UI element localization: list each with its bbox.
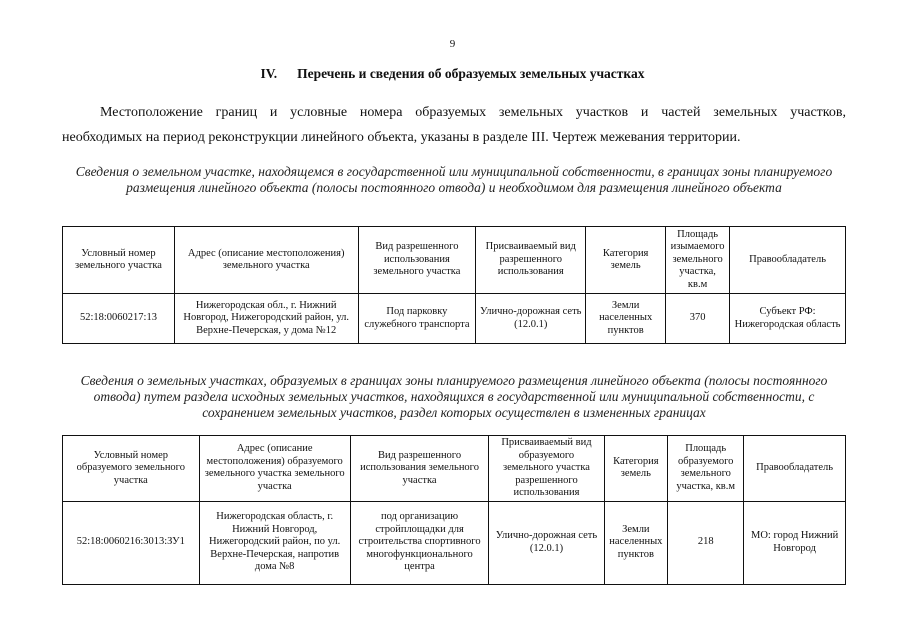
table2-header-row <box>63 436 846 502</box>
intro-line-1: Местоположение границ и условные номера образуемых земельных участков и частей земельных участков, <box>100 105 846 120</box>
table2-header-plot-number: Условный номер образуемого земельного участка <box>63 436 200 502</box>
intro-line-2: необходимых на период реконструкции линейного объекта, указаны в разделе III. Чертеж межевания территории. <box>62 130 741 145</box>
table2-cell-area: 218 <box>668 501 744 584</box>
table1-header-permitted-use: Вид разрешенного использования земельного участка <box>358 227 476 294</box>
section-number: IV. <box>260 66 278 81</box>
table2-header-address: Адрес (описание местоположения) образуемого земельного участка земельного участка <box>199 436 350 502</box>
table1-caption: Сведения о земельном участке, находящемся в государственной или муниципальной собственности, в границах зоны планируемого размещения линейного объекта (полосы постоянного отвода) и необходимом для размещения линейного объекта <box>75 164 833 195</box>
table-row <box>63 294 846 344</box>
table-row <box>63 501 846 584</box>
section-title: Перечень и сведения об образуемых земельных участках <box>297 66 645 81</box>
table1-cell-assigned-use: Улично-дорожная сеть (12.0.1) <box>476 294 586 344</box>
page-number: 9 <box>449 38 456 50</box>
table1-header-rightholder: Правообладатель <box>730 227 846 294</box>
table2-cell-address: Нижегородская область, г. Нижний Новгород, Нижегородский район, по ул. Верхне-Печерская, напротив дома №8 <box>199 501 350 584</box>
table1-header-plot-number: Условный номер земельного участка <box>63 227 175 294</box>
table2-cell-assigned-use: Улично-дорожная сеть (12.0.1) <box>489 501 604 584</box>
table2-header-land-category: Категория земель <box>604 436 668 502</box>
table2-cell-permitted-use: под организацию стройплощадки для строительства спортивного многофункционального центра <box>350 501 489 584</box>
table2-header-assigned-use: Присваиваемый вид образуемого земельного участка разрешенного использования <box>489 436 604 502</box>
table1-header-address: Адрес (описание местоположения) земельного участка <box>174 227 358 294</box>
table1-header-row <box>63 227 846 294</box>
table1-cell-rightholder: Субъект РФ: Нижегородская область <box>730 294 846 344</box>
table2-cell-rightholder: МО: город Нижний Новгород <box>744 501 846 584</box>
table1-cell-permitted-use: Под парковку служебного транспорта <box>358 294 476 344</box>
table2-caption: Сведения о земельных участках, образуемых в границах зоны планируемого размещения линейного объекта (полосы постоянного отвода) путем раздела исходных земельных участков, находящихся в государственной или муниципальной собственности, с сохранением земельных участков, раздел которых осуществлен в измененных границах <box>80 373 828 420</box>
table2-cell-plot-number: 52:18:0060216:3013:ЗУ1 <box>63 501 200 584</box>
table2-header-permitted-use: Вид разрешенного использования земельного участка <box>350 436 489 502</box>
table2-formed-plots <box>62 435 846 585</box>
table1-cell-address: Нижегородская обл., г. Нижний Новгород, Нижегородский район, ул. Верхне-Печерская, у дома №12 <box>174 294 358 344</box>
table1-cell-area: 370 <box>666 294 730 344</box>
table1-header-land-category: Категория земель <box>586 227 666 294</box>
table1-cell-land-category: Земли населенных пунктов <box>586 294 666 344</box>
section-heading <box>0 66 905 82</box>
table2-header-area: Площадь образуемого земельного участка, кв.м <box>668 436 744 502</box>
table1-existing-plot <box>62 226 846 344</box>
table2-cell-land-category: Земли населенных пунктов <box>604 501 668 584</box>
intro-paragraph <box>62 100 846 150</box>
table1-cell-plot-number: 52:18:0060217:13 <box>63 294 175 344</box>
table1-header-assigned-use: Присваиваемый вид разрешенного использования <box>476 227 586 294</box>
table2-header-rightholder: Правообладатель <box>744 436 846 502</box>
table1-header-area: Площадь изымаемого земельного участка, кв.м <box>666 227 730 294</box>
